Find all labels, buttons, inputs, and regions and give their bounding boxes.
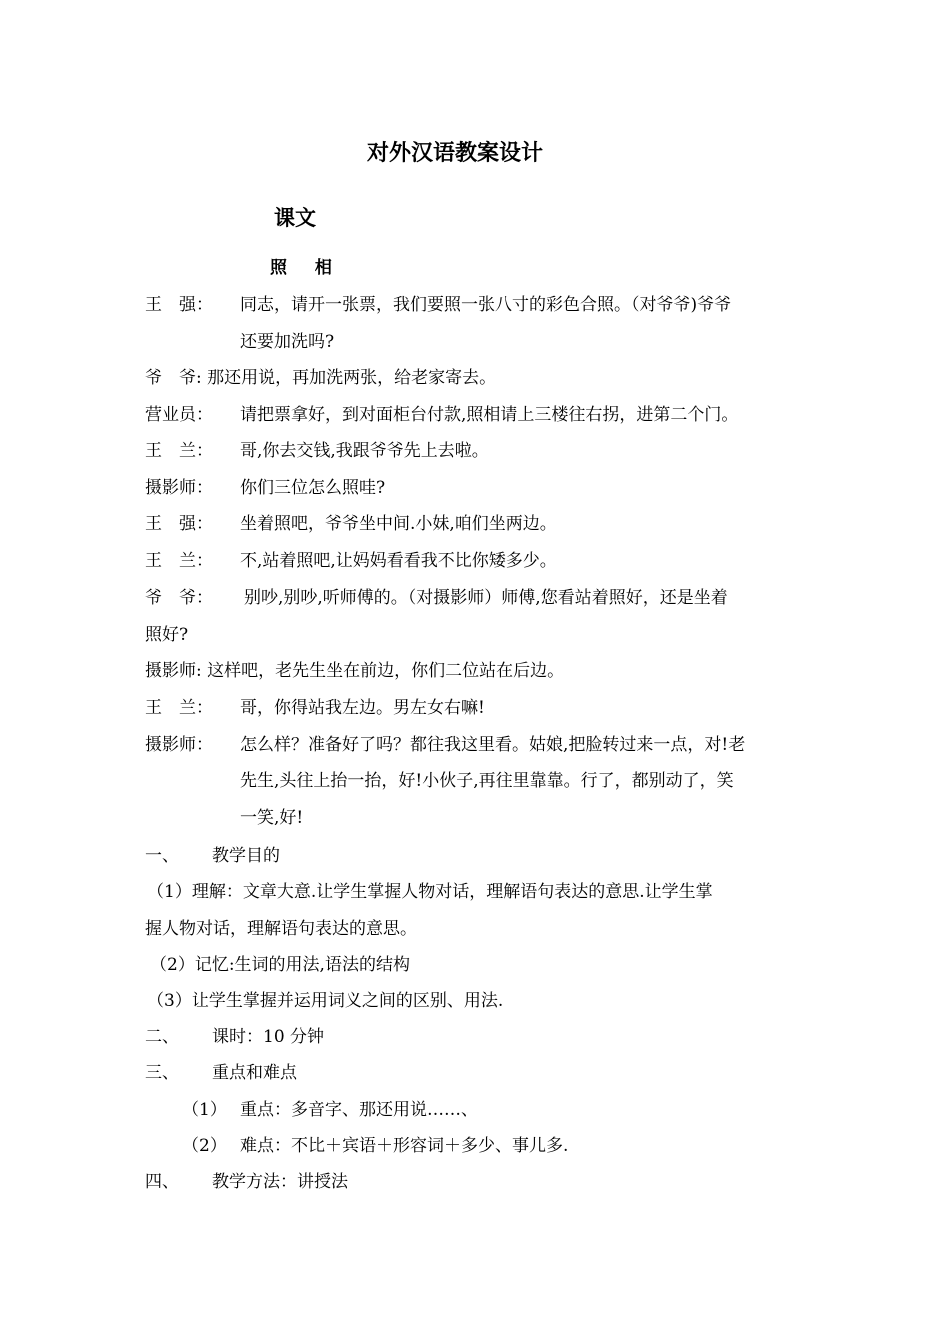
dialogue-line: 怎么样？准备好了吗？都往我这里看。姑娘,把脸转过来一点，对!老 (240, 735, 746, 755)
section-title: 教学目的 (212, 846, 280, 866)
document-title: 对外汉语教案设计 (366, 140, 543, 166)
speaker-label: 王 兰： (145, 551, 213, 571)
section-number: 三、 (145, 1063, 179, 1083)
dialogue-line: 爷 爷: 那还用说，再加洗两张，给老家寄去。 (145, 368, 497, 388)
dialogue-line: 哥，你得站我左边。男左女右嘛! (240, 698, 485, 718)
speaker-label: 王 强： (145, 514, 213, 534)
speaker-label: 摄影师： (145, 735, 213, 755)
section-number: 四、 (145, 1172, 179, 1192)
dialogue-line-continued: 一笑,好! (240, 808, 304, 828)
section-title: 教学方法：讲授法 (212, 1172, 348, 1192)
dialogue-line: 坐着照吧，爷爷坐中间.小妹,咱们坐两边。 (240, 514, 557, 534)
section-number: 一、 (145, 846, 179, 866)
goal-item: （2）记忆:生词的用法,语法的结构 (150, 955, 410, 975)
dialogue-line: 请把票拿好，到对面柜台付款,照相请上三楼往右拐，进第二个门。 (240, 405, 739, 425)
dialogue-line: 哥,你去交钱,我跟爷爷先上去啦。 (240, 441, 489, 461)
key-point: 重点：多音字、那还用说……、 (240, 1100, 478, 1120)
section-heading: 课文 (274, 205, 316, 230)
key-point-number: （2） (182, 1136, 227, 1156)
section-title: 课时：10 分钟 (212, 1027, 325, 1047)
dialogue-line-continued: 先生,头往上抬一抬，好!小伙子,再往里靠靠。行了，都别动了，笑 (240, 771, 734, 791)
section-number: 二、 (145, 1027, 179, 1047)
dialogue-line: 别吵,别吵,听师傅的。（对摄影师）师傅,您看站着照好，还是坐着 (244, 588, 728, 608)
dialogue-line-continued: 还要加洗吗? (240, 332, 335, 352)
speaker-label: 王 兰： (145, 698, 213, 718)
goal-item-continued: 握人物对话，理解语句表达的意思。 (145, 919, 417, 939)
dialogue-line-continued: 照好? (145, 625, 189, 645)
key-point: 难点：不比＋宾语＋形容词＋多少、事儿多. (240, 1136, 569, 1156)
dialogue-line: 摄影师: 这样吧，老先生坐在前边，你们二位站在后边。 (145, 661, 565, 681)
speaker-label: 营业员： (145, 405, 213, 425)
dialogue-line: 你们三位怎么照哇? (240, 478, 386, 498)
speaker-label: 王 兰： (145, 441, 213, 461)
dialogue-line: 同志，请开一张票，我们要照一张八寸的彩色合照。（对爷爷)爷爷 (240, 295, 732, 315)
speaker-label: 摄影师： (145, 478, 213, 498)
key-point-number: （1） (182, 1100, 227, 1120)
dialogue-line: 不,站着照吧,让妈妈看看我不比你矮多少。 (240, 551, 557, 571)
goal-item: （1）理解：文章大意.让学生掌握人物对话，理解语句表达的意思.让学生掌 (147, 882, 713, 902)
speaker-label: 爷 爷： (145, 588, 213, 608)
goal-item: （3）让学生掌握并运用词义之间的区别、用法. (147, 991, 504, 1011)
section-title: 重点和难点 (212, 1063, 297, 1083)
lesson-subtitle: 照 相 (270, 258, 332, 278)
speaker-label: 王 强： (145, 295, 213, 315)
